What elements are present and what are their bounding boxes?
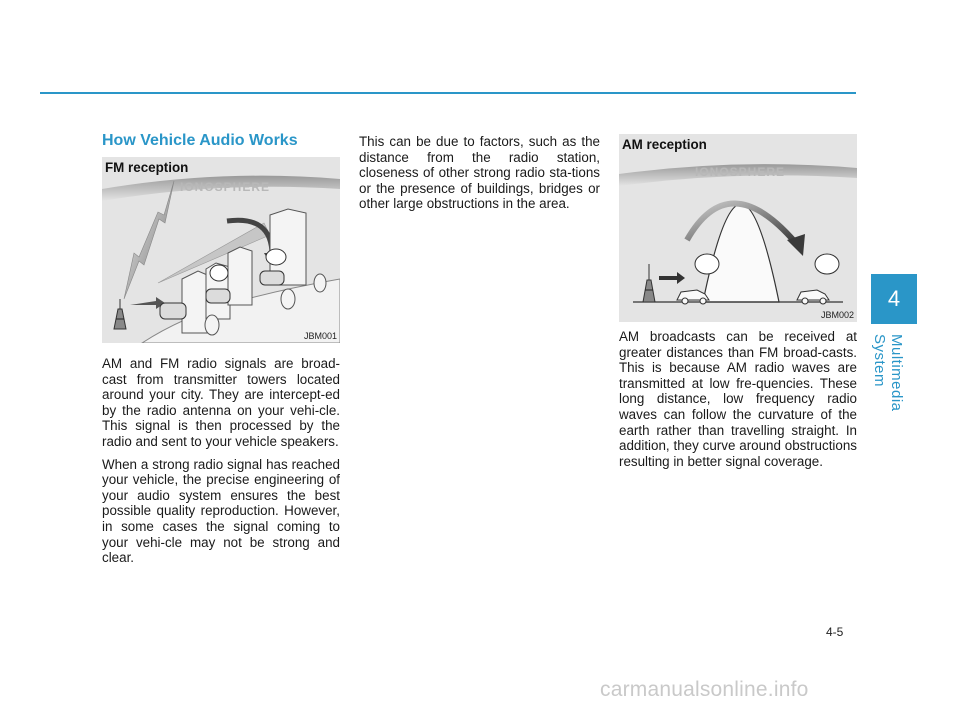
transmitter-tower-icon [114,299,126,329]
paragraph: This can be due to factors, such as the distance from the radio station, closeness of other strong radio sta-tions or the presence of buildings, bridges or other large obstructions in the area. [359,134,600,212]
chapter-number-tab: 4 [871,274,917,324]
am-reception-figure [619,134,857,322]
section-title: How Vehicle Audio Works [102,132,298,149]
header-rule [40,92,856,94]
fm-ionosphere-label: IONOSPHERE [180,180,271,194]
fm-reception-figure [102,157,340,343]
watermark: carmanualsonline.info [600,678,809,701]
transmitter-tower-icon [643,264,655,302]
am-ionosphere-label: IONOSPHERE [695,165,786,179]
am-reception-illustration [619,134,857,322]
bounce-signal-bolt [124,181,174,299]
column-3-text [619,329,857,476]
chapter-label: Multimedia System [871,334,905,412]
transmit-arrow-icon [659,272,685,284]
page-number: 4-5 [826,625,844,639]
column-1-text [102,356,340,573]
fm-figure-title: FM reception [105,160,189,175]
paragraph: AM broadcasts can be received at greater distances than FM broad-casts. This is because AM radio waves are transmitted at low fre-quencies. These long distance, low frequency radio waves can follow the curvature of the earth rather than travelling straight. In addition, they curve around obstructions resulting in better signal coverage. [619,329,857,469]
fm-figure-code: JBM001 [303,331,337,341]
am-figure-title: AM reception [622,137,707,152]
am-figure-code: JBM002 [820,310,854,320]
column-2-text [359,134,600,219]
fm-reception-illustration [102,157,340,343]
paragraph: When a strong radio signal has reached your vehicle, the precise engineering of your audio system ensures the best possible quality reproduction. However, in some cases the signal coming to your vehi-cle may not be strong and clear. [102,456,340,566]
paragraph: AM and FM radio signals are broad-cast from transmitter towers located around your city. They are intercept-ed by the radio antenna on your vehi-cle. This signal is then processed by the radio and sent to your vehicle speakers. [102,356,340,449]
